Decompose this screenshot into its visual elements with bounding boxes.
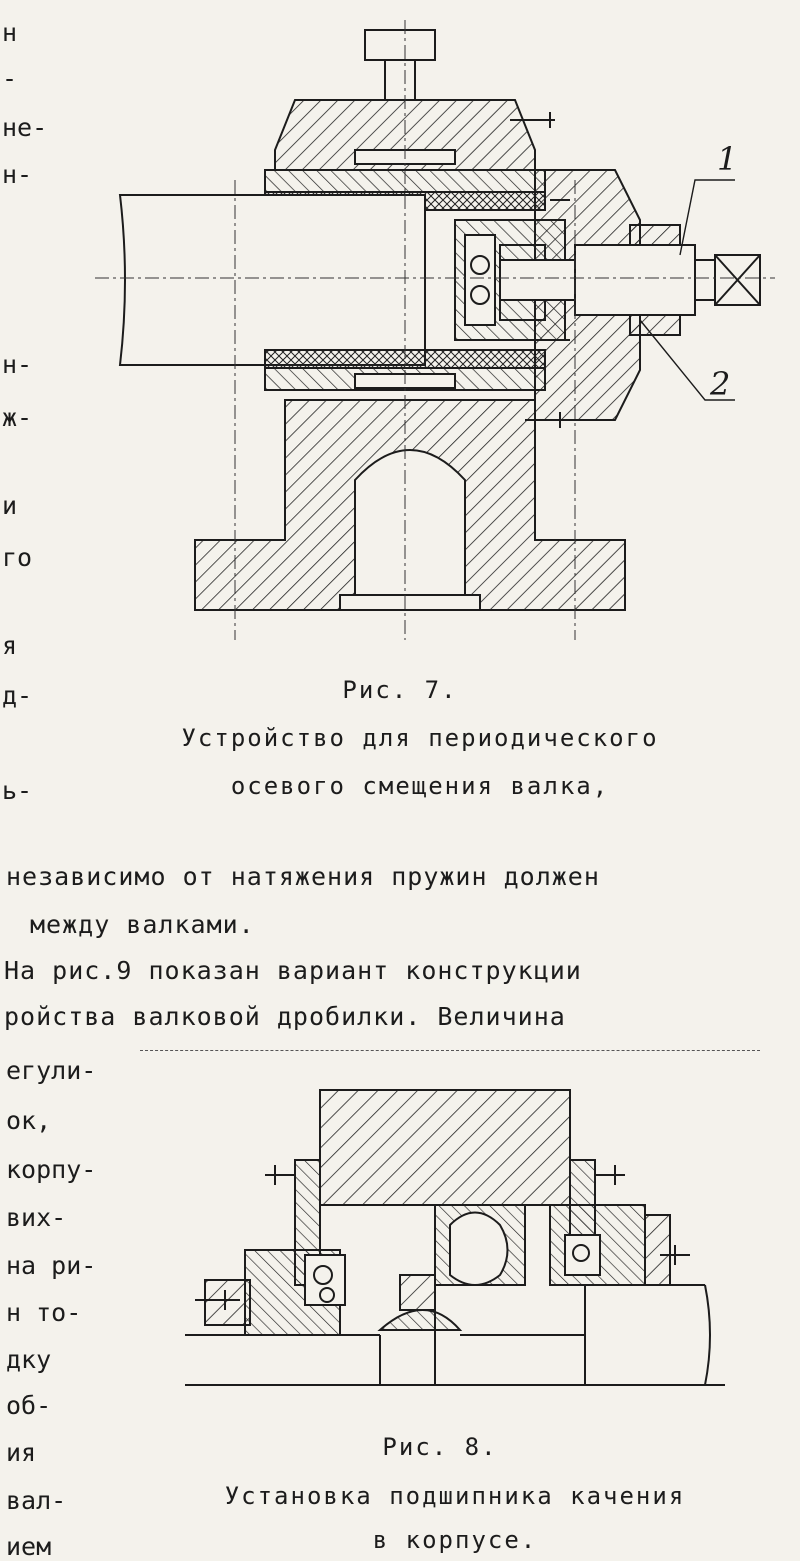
figure-8-caption-line1: Установка подшипника качения [224, 1482, 686, 1510]
text-fragment: д- [2, 681, 33, 710]
figure-8-drawing [165, 1085, 735, 1405]
figure-7-drawing [95, 20, 775, 660]
text-fragment: дку [6, 1345, 52, 1374]
figure-7-caption-line2: осевого смещения валка, [230, 772, 610, 800]
figure-7-caption-line1: Устройство для периодического [181, 724, 659, 752]
figure-8-caption-line2: в корпусе. [372, 1526, 538, 1554]
text-fragment: ь- [2, 776, 33, 805]
text-fragment: - [2, 64, 18, 93]
text-fragment: ием [6, 1532, 52, 1561]
text-fragment: ия [6, 1438, 37, 1467]
text-fragment: ж- [2, 403, 33, 432]
text-fragment: корпу- [6, 1155, 97, 1184]
body-line: На рис.9 показан вариант конструкции [4, 956, 582, 985]
figure-7-caption-number: Рис. 7. [342, 676, 458, 704]
text-fragment: н то- [6, 1298, 82, 1327]
text-fragment: и [2, 491, 18, 520]
text-fragment: я [2, 631, 18, 660]
callout-label-2: 2 [710, 365, 731, 403]
text-fragment: не- [2, 113, 48, 142]
text-fragment: н- [2, 160, 33, 189]
text-fragment: вих- [6, 1203, 67, 1232]
figure-8-caption-number: Рис. 8. [382, 1433, 498, 1461]
callout-label-1: 1 [717, 140, 738, 178]
text-fragment: об- [6, 1391, 52, 1420]
text-fragment: егули- [6, 1056, 97, 1085]
text-fragment: го [2, 543, 33, 572]
text-fragment: на ри- [6, 1251, 97, 1280]
body-line: ройства валковой дробилки. Величина [4, 1002, 566, 1031]
text-fragment: н [2, 18, 18, 47]
text-fragment: н- [2, 350, 33, 379]
divider [140, 1050, 760, 1051]
body-line: независимо от натяжения пружин должен [6, 862, 600, 891]
text-fragment: вал- [6, 1486, 67, 1515]
text-fragment: ок, [6, 1106, 52, 1135]
body-line: между валками. [30, 910, 255, 939]
